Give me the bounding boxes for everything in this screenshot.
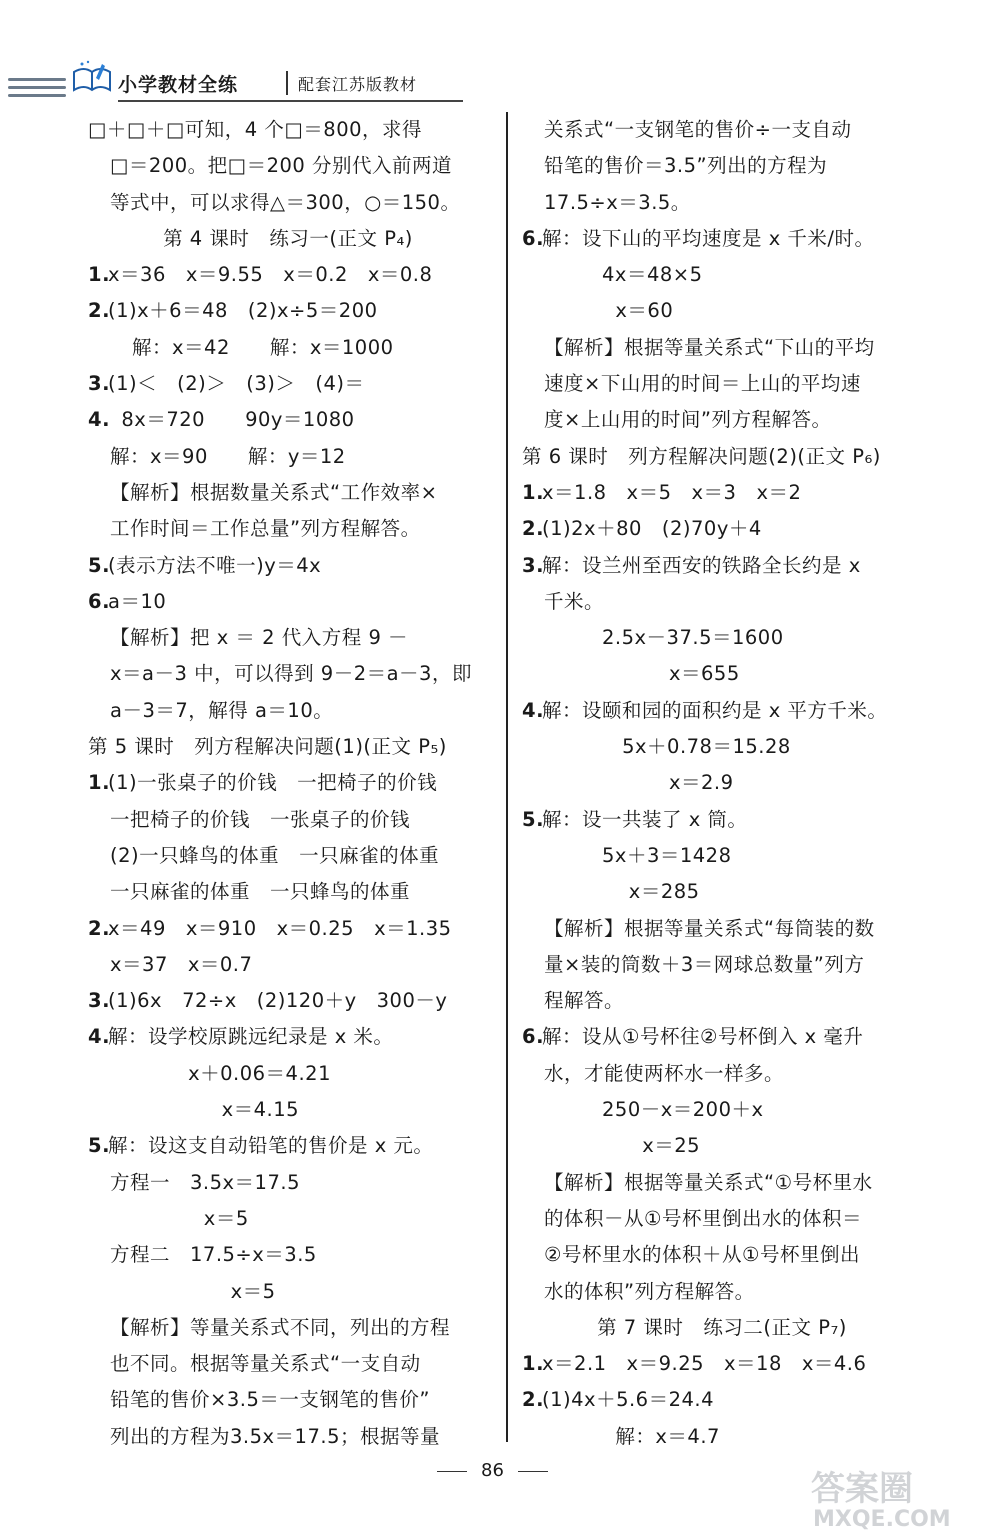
- question-number: 3.: [88, 372, 110, 396]
- line-text: 17.5÷x＝3.5。: [544, 190, 691, 214]
- line-text: 量×装的筒数＋3＝网球总数量”列方: [544, 952, 865, 976]
- line-text: 第 4 课时 练习一(正文 P₄): [163, 226, 413, 250]
- line-text: 第 7 课时 练习二(正文 P₇): [597, 1315, 847, 1339]
- left-text-line: [88, 656, 488, 692]
- line-text: 4x＝48×5: [602, 263, 703, 287]
- line-text: 8x＝720 90y＝1080: [108, 408, 355, 432]
- left-text-line: [88, 838, 488, 874]
- question-number: 4.: [88, 1025, 110, 1049]
- right-text-line: [522, 366, 922, 402]
- left-text-line: [88, 293, 488, 329]
- line-text: x＝5: [110, 1279, 276, 1303]
- line-text: 解：x＝4.7: [602, 1424, 720, 1448]
- line-text: (表示方法不唯一)y＝4x: [108, 553, 322, 577]
- right-text-line: [522, 439, 922, 475]
- line-text: (1)＜ (2)＞ (3)＞ (4)＝: [108, 372, 365, 396]
- line-text: 的体积－从①号杯里倒出水的体积＝: [544, 1206, 862, 1230]
- right-text-line: [522, 947, 922, 983]
- left-text-line: [88, 765, 488, 801]
- right-text-line: [522, 221, 922, 257]
- line-text: 一把椅子的价钱 一张桌子的价钱: [110, 807, 411, 831]
- header-subtitle: 配套江苏版教材: [298, 75, 418, 94]
- left-text-line: [88, 221, 488, 257]
- right-text-line: [522, 1346, 922, 1382]
- left-text-line: [88, 911, 488, 947]
- line-text: 5x＋3＝1428: [602, 843, 732, 867]
- left-text-line: [88, 1274, 488, 1310]
- line-text: (1)4x＋5.6＝24.4: [542, 1388, 714, 1412]
- line-text: 【解析】根据数量关系式“工作效率×: [110, 480, 438, 504]
- question-number: 1.: [522, 1352, 544, 1376]
- line-text: 【解析】等量关系式不同，列出的方程: [110, 1315, 451, 1339]
- footer-dash-right: [518, 1471, 548, 1472]
- header-decoration-lines: [8, 78, 66, 102]
- line-text: 第 6 课时 列方程解决问题(2)(正文 P₆): [522, 444, 881, 468]
- question-number: 1.: [88, 771, 110, 795]
- line-text: x＝1.8 x＝5 x＝3 x＝2: [542, 480, 802, 504]
- right-text-line: [522, 1201, 922, 1237]
- line-text: 解：x＝90 解：y＝12: [110, 444, 346, 468]
- line-text: a＝10: [108, 589, 167, 613]
- left-text-line: [88, 1092, 488, 1128]
- watermark-text-cn: 答案圈: [811, 1469, 913, 1509]
- left-text-line: [88, 185, 488, 221]
- line-text: 关系式“一支钢笔的售价÷一支自动: [544, 118, 852, 141]
- line-text: (1)2x＋80 (2)70y＋4: [542, 517, 762, 541]
- line-text: (2)一只蜂鸟的体重 一只麻雀的体重: [110, 843, 440, 867]
- line-text: x＝37 x＝0.7: [110, 952, 253, 976]
- line-text: x＝2.1 x＝9.25 x＝18 x＝4.6: [542, 1352, 867, 1376]
- question-number: 6.: [522, 226, 544, 250]
- right-text-line: [522, 1237, 922, 1273]
- watermark-text-en: MXQE.COM: [813, 1507, 951, 1532]
- line-text: 水，才能使两杯水一样多。: [544, 1061, 785, 1085]
- left-text-line: [88, 1310, 488, 1346]
- line-text: x＝36 x＝9.55 x＝0.2 x＝0.8: [108, 263, 433, 287]
- right-text-line: [522, 1419, 922, 1455]
- line-text: 千米。: [544, 589, 605, 613]
- line-text: (1)x＋6＝48 (2)x÷5＝200: [108, 299, 378, 323]
- line-text: 也不同。根据等量关系式“一支自动: [110, 1352, 421, 1376]
- page-number: 86: [481, 1460, 504, 1481]
- line-text: 等式中，可以求得△＝300，○＝150。: [110, 190, 461, 214]
- left-text-line: [88, 874, 488, 910]
- left-text-line: [88, 439, 488, 475]
- right-text-line: [522, 475, 922, 511]
- left-text-line: [88, 1346, 488, 1382]
- line-text: 【解析】根据等量关系式“每筒装的数: [544, 916, 875, 940]
- right-text-line: [522, 656, 922, 692]
- header-rule: [118, 100, 463, 102]
- left-text-line: [88, 366, 488, 402]
- line-text: x＝5: [110, 1206, 249, 1230]
- question-number: 5.: [522, 807, 544, 831]
- line-text: x＝655: [602, 662, 740, 686]
- line-text: x＝a－3 中，可以得到 9－2＝a－3，即: [110, 662, 472, 686]
- line-text: 解：x＝42 解：x＝1000: [132, 335, 394, 359]
- right-text-line: [522, 293, 922, 329]
- page-header: [0, 60, 470, 104]
- line-text: x＝285: [602, 880, 700, 904]
- left-text-line: [88, 112, 488, 148]
- left-text-line: [88, 947, 488, 983]
- line-text: 工作时间＝工作总量”列方程解答。: [110, 517, 421, 541]
- line-text: 水的体积”列方程解答。: [544, 1279, 755, 1303]
- question-number: 4.: [88, 408, 110, 432]
- left-text-line: [88, 1165, 488, 1201]
- question-number: 2.: [522, 517, 544, 541]
- line-text: 度×上山用的时间”列方程解答。: [544, 408, 832, 432]
- right-text-line: [522, 765, 922, 801]
- right-text-line: [522, 1128, 922, 1164]
- left-text-line: [88, 148, 488, 184]
- right-text-line: [522, 693, 922, 729]
- left-text-line: [88, 402, 488, 438]
- left-text-line: [88, 257, 488, 293]
- line-text: 解：设兰州至西安的铁路全长约是 x: [542, 553, 861, 577]
- left-text-line: [88, 1128, 488, 1164]
- right-text-line: [522, 1382, 922, 1418]
- line-text: 解：设这支自动铅笔的售价是 x 元。: [108, 1134, 434, 1158]
- line-text: □＝200。把□＝200 分别代入前两道: [110, 154, 452, 178]
- watermark-logo: [801, 1462, 971, 1532]
- left-text-line: [88, 584, 488, 620]
- right-text-line: [522, 1310, 922, 1346]
- right-text-line: [522, 257, 922, 293]
- right-text-line: [522, 1092, 922, 1128]
- line-text: 解：设下山的平均速度是 x 千米/时。: [542, 226, 875, 250]
- left-text-line: [88, 693, 488, 729]
- right-text-line: [522, 148, 922, 184]
- line-text: x＝25: [602, 1134, 701, 1158]
- left-text-line: [88, 1056, 488, 1092]
- line-text: 【解析】根据等量关系式“①号杯里水: [544, 1170, 873, 1194]
- line-text: (1)一张桌子的价钱 一把椅子的价钱: [108, 771, 438, 795]
- left-text-line: [88, 511, 488, 547]
- question-number: 2.: [88, 916, 110, 940]
- left-text-line: [88, 1419, 488, 1455]
- left-text-line: [88, 1382, 488, 1418]
- right-text-line: [522, 330, 922, 366]
- header-title: 小学教材全练: [118, 74, 239, 96]
- left-text-line: [88, 475, 488, 511]
- line-text: a－3＝7，解得 a＝10。: [110, 698, 334, 722]
- line-text: 速度×下山用的时间＝上山的平均速: [544, 372, 861, 396]
- right-text-line: [522, 729, 922, 765]
- line-text: 铅笔的售价＝3.5”列出的方程为: [544, 154, 828, 178]
- line-text: 【解析】把 x ＝ 2 代入方程 9 －: [110, 626, 409, 650]
- left-text-line: [88, 729, 488, 765]
- line-text: 方程二 17.5÷x＝3.5: [110, 1243, 317, 1267]
- line-text: 解：设颐和园的面积约是 x 平方千米。: [542, 698, 888, 722]
- line-text: x＋0.06＝4.21: [168, 1061, 331, 1085]
- question-number: 3.: [88, 989, 110, 1013]
- left-text-line: [88, 1019, 488, 1055]
- line-text: 方程一 3.5x＝17.5: [110, 1170, 300, 1194]
- right-text-line: [522, 802, 922, 838]
- right-column: [522, 112, 922, 1455]
- right-text-line: [522, 402, 922, 438]
- question-number: 5.: [88, 1134, 110, 1158]
- right-text-line: [522, 584, 922, 620]
- line-text: 一只麻雀的体重 一只蜂鸟的体重: [110, 880, 411, 904]
- question-number: 6.: [522, 1025, 544, 1049]
- header-separator: [286, 71, 288, 95]
- question-number: 4.: [522, 698, 544, 722]
- line-text: 5x＋0.78＝15.28: [602, 735, 791, 759]
- line-text: 2.5x－37.5＝1600: [602, 626, 784, 650]
- question-number: 2.: [522, 1388, 544, 1412]
- right-text-line: [522, 1019, 922, 1055]
- question-number: 3.: [522, 553, 544, 577]
- question-number: 1.: [88, 263, 110, 287]
- left-text-line: [88, 802, 488, 838]
- line-text: (1)6x 72÷x (2)120＋y 300－y: [108, 989, 448, 1013]
- right-text-line: [522, 874, 922, 910]
- question-number: 1.: [522, 480, 544, 504]
- book-logo-icon: [70, 60, 114, 100]
- right-text-line: [522, 838, 922, 874]
- line-text: ②号杯里水的体积＋从①号杯里倒出: [544, 1243, 860, 1267]
- right-text-line: [522, 112, 922, 148]
- question-number: 2.: [88, 299, 110, 323]
- left-text-line: [88, 983, 488, 1019]
- left-text-line: [88, 548, 488, 584]
- footer-dash-left: [437, 1471, 467, 1472]
- line-text: 列出的方程为3.5x＝17.5；根据等量: [110, 1424, 440, 1448]
- right-text-line: [522, 1056, 922, 1092]
- right-text-line: [522, 911, 922, 947]
- line-text: 解：设学校原跳远纪录是 x 米。: [108, 1025, 394, 1049]
- left-column: [88, 112, 488, 1455]
- line-text: 解：设一共装了 x 筒。: [542, 807, 748, 831]
- left-text-line: [88, 1201, 488, 1237]
- question-number: 6.: [88, 589, 110, 613]
- left-text-line: [88, 1237, 488, 1273]
- right-text-line: [522, 185, 922, 221]
- line-text: x＝4.15: [168, 1098, 300, 1122]
- line-text: 铅笔的售价×3.5＝一支钢笔的售价”: [110, 1388, 430, 1412]
- question-number: 5.: [88, 553, 110, 577]
- right-text-line: [522, 1274, 922, 1310]
- right-text-line: [522, 1165, 922, 1201]
- line-text: 程解答。: [544, 989, 625, 1013]
- line-text: 【解析】根据等量关系式“下山的平均: [544, 335, 875, 359]
- right-text-line: [522, 511, 922, 547]
- left-text-line: [88, 330, 488, 366]
- line-text: 解：设从①号杯往②号杯倒入 x 毫升: [542, 1025, 864, 1049]
- right-text-line: [522, 548, 922, 584]
- line-text: 第 5 课时 列方程解决问题(1)(正文 P₅): [88, 735, 447, 759]
- left-text-line: [88, 620, 488, 656]
- right-text-line: [522, 983, 922, 1019]
- line-text: x＝60: [602, 299, 674, 323]
- line-text: □＋□＋□可知，4 个□＝800，求得: [88, 118, 423, 141]
- right-text-line: [522, 620, 922, 656]
- column-divider: [506, 112, 508, 1442]
- line-text: 250－x＝200＋x: [602, 1098, 764, 1122]
- line-text: x＝49 x＝910 x＝0.25 x＝1.35: [108, 916, 452, 940]
- line-text: x＝2.9: [602, 771, 734, 795]
